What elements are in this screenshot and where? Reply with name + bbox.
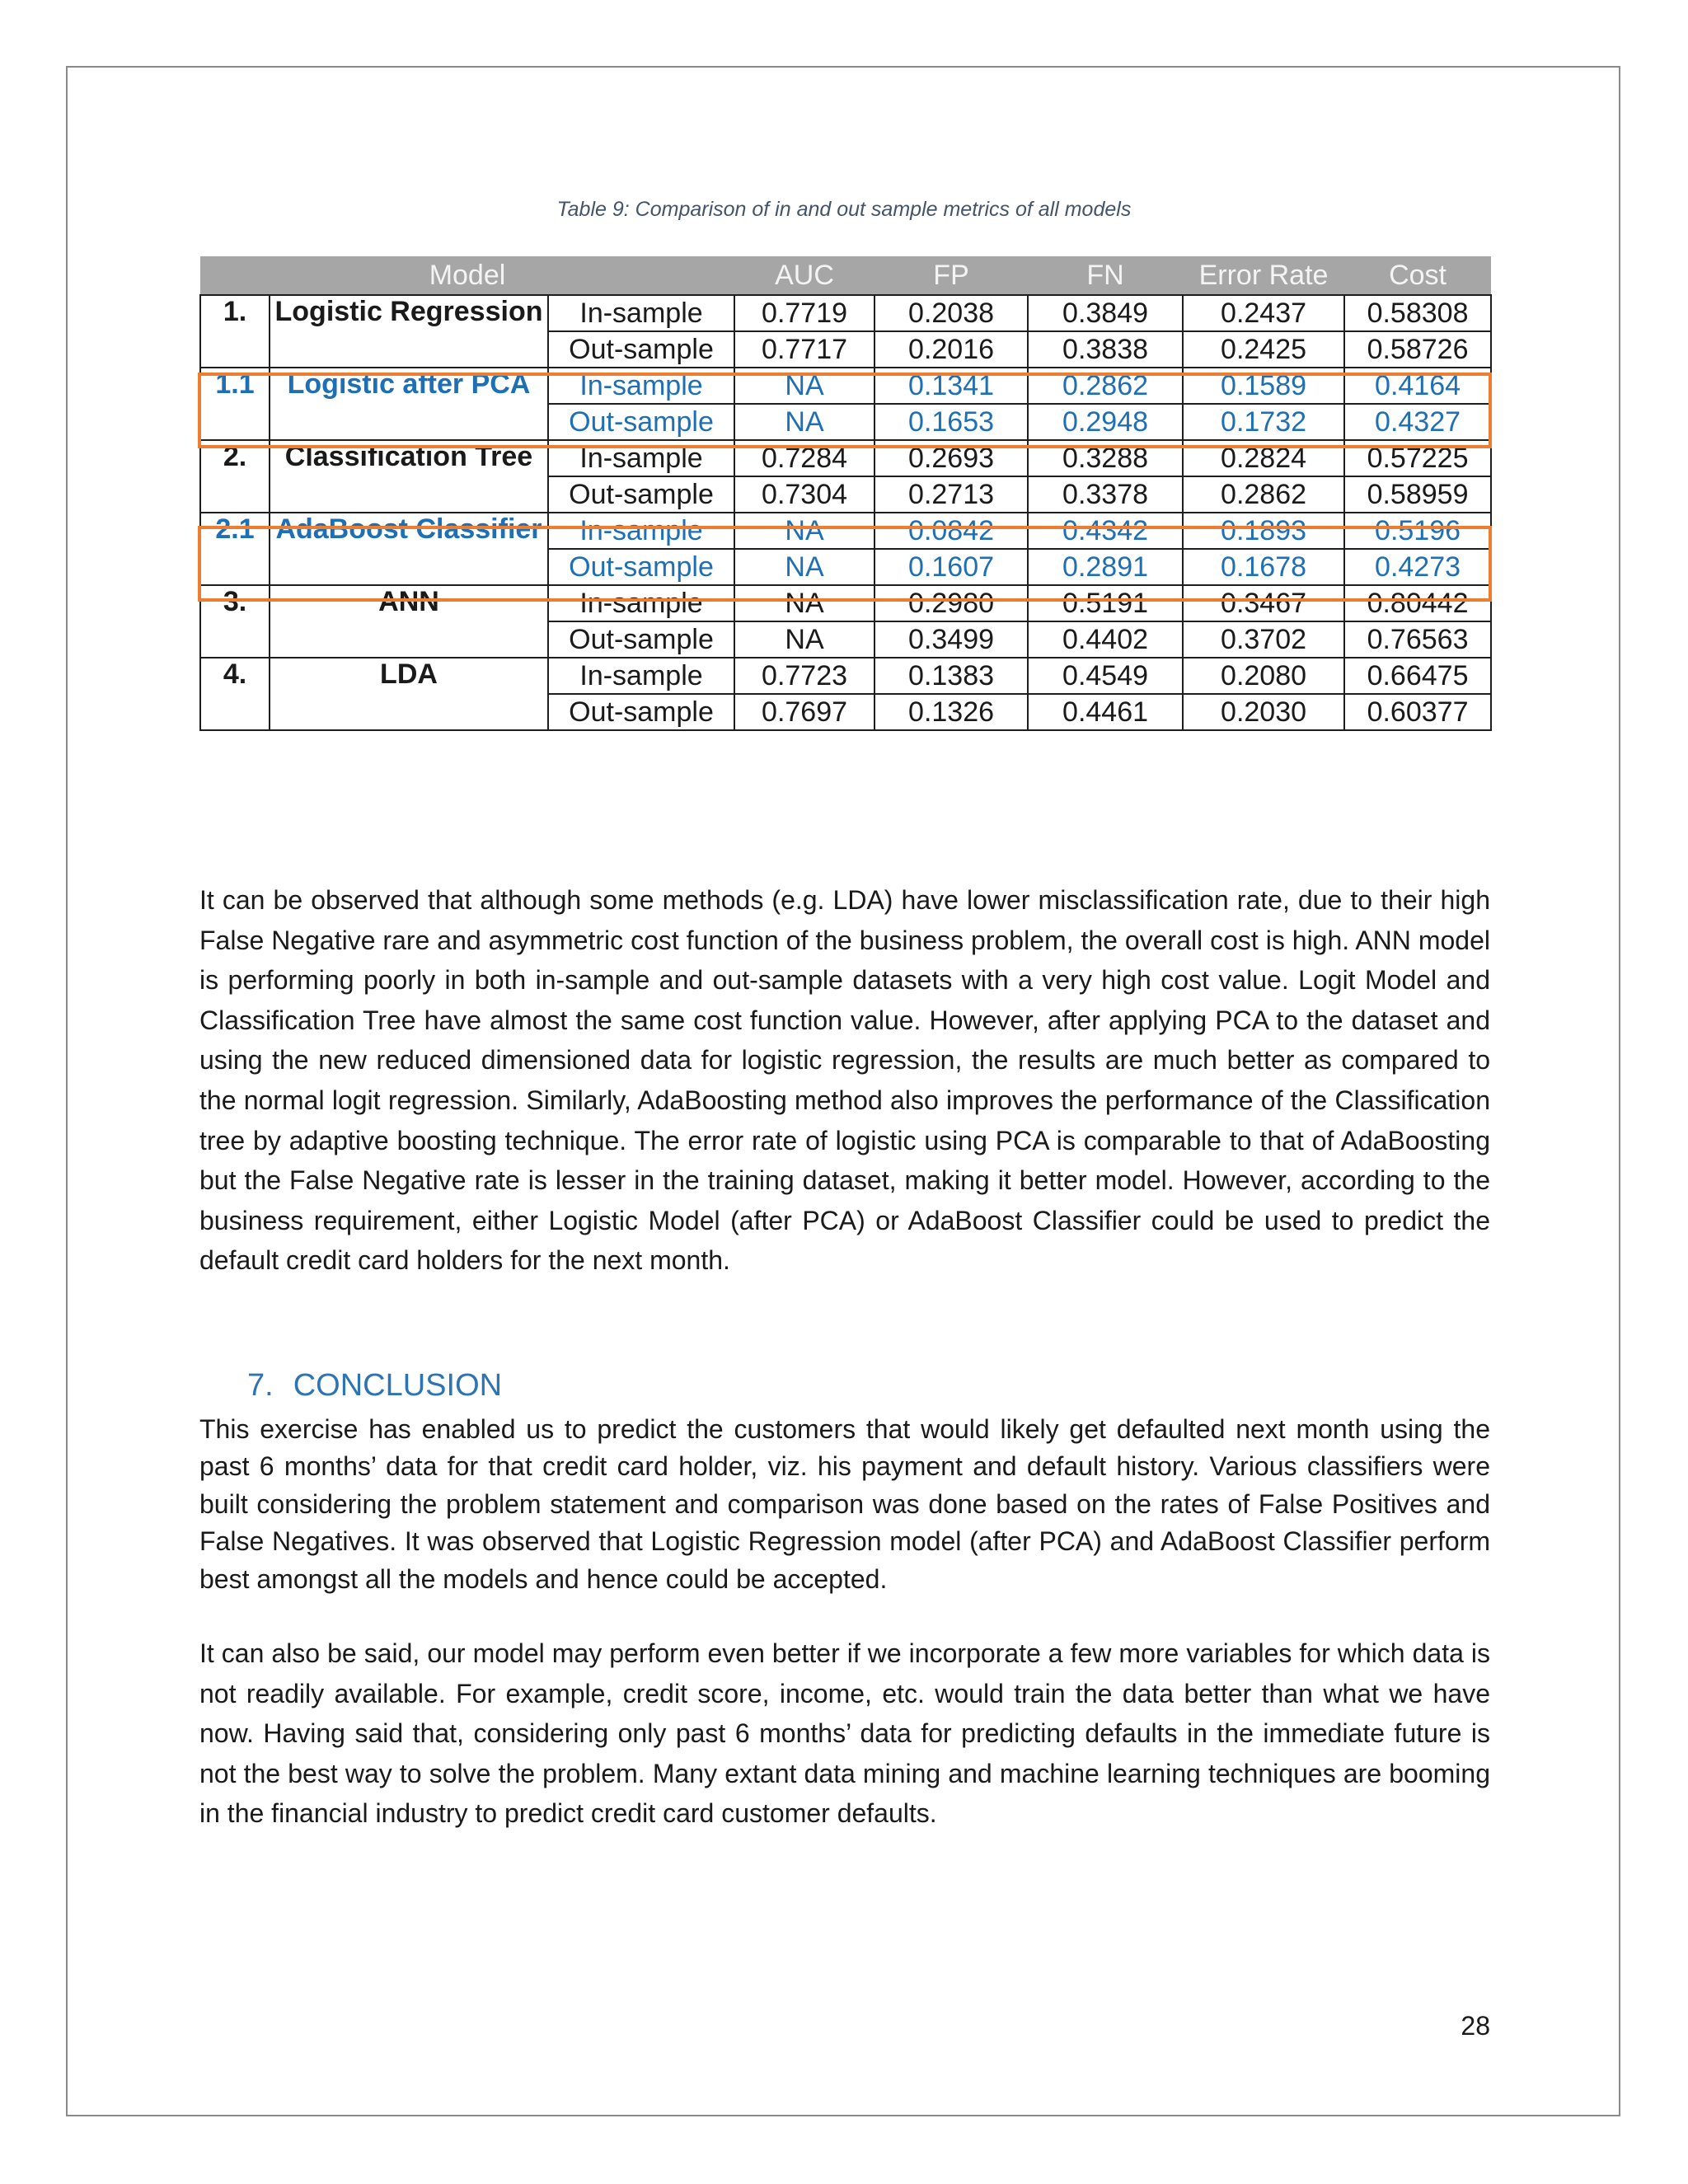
- fp-cell: 0.1607: [874, 549, 1028, 585]
- cost-cell: 0.58959: [1344, 476, 1491, 513]
- error-rate-cell: 0.2080: [1183, 658, 1344, 694]
- error-rate-cell: 0.2824: [1183, 440, 1344, 476]
- auc-cell: 0.7697: [734, 694, 874, 730]
- auc-cell: NA: [734, 368, 874, 404]
- fn-cell: 0.4461: [1028, 694, 1183, 730]
- sample-cell: In-sample: [548, 513, 734, 549]
- fn-cell: 0.4402: [1028, 621, 1183, 658]
- conclusion-paragraph-1: This exercise has enabled us to predict the customers that would likely get defaulted next month using the past 6 months’ data for that credit card holder, viz. his payment and default history. Various classifiers were built considering the problem statement and comparison was done based on the rates of False Positives and False Negatives. It was observed that Logistic Regression model (after PCA) and AdaBoost Classifier perform best amongst all the models and hence could be accepted.: [199, 1414, 1490, 1594]
- error-rate-cell: 0.3702: [1183, 621, 1344, 658]
- header-fn: FN: [1028, 256, 1183, 295]
- sample-cell: In-sample: [548, 585, 734, 621]
- error-rate-cell: 0.2862: [1183, 476, 1344, 513]
- fn-cell: 0.5191: [1028, 585, 1183, 621]
- sample-cell: In-sample: [548, 368, 734, 404]
- comparison-table: [199, 256, 1492, 731]
- model-number-cell: 2.1: [200, 513, 270, 585]
- auc-cell: 0.7717: [734, 331, 874, 368]
- header-auc: AUC: [734, 256, 874, 295]
- auc-cell: NA: [734, 513, 874, 549]
- header-fp: FP: [874, 256, 1028, 295]
- cost-cell: 0.76563: [1344, 621, 1491, 658]
- sample-cell: In-sample: [548, 295, 734, 331]
- model-name-cell: Logistic after PCA: [270, 368, 548, 440]
- auc-cell: NA: [734, 404, 874, 440]
- fn-cell: 0.3288: [1028, 440, 1183, 476]
- fn-cell: 0.3838: [1028, 331, 1183, 368]
- table-caption: Table 9: Comparison of in and out sample metrics of all models: [556, 198, 1132, 221]
- discussion-paragraph: It can be observed that although some methods (e.g. LDA) have lower misclassification rate, due to their high False Negative rare and asymmetric cost function of the business problem, the overall cost is high. ANN model is performing poorly in both in-sample and out-sample datasets with a very high cost value. Logit Model and Classification Tree have almost the same cost function value. However, after applying PCA to the dataset and using the new reduced dimensioned data for logistic regression, the results are much better as compared to the normal logit regression. Similarly, AdaBoosting method also improves the performance of the Classification tree by adaptive boosting technique. The error rate of logistic using PCA is comparable to that of AdaBoosting but the False Negative rate is lesser in the training dataset, making it better model. However, according to the business requirement, either Logistic Model (after PCA) or AdaBoost Classifier could be used to predict the default credit card holders for the next month.: [199, 885, 1490, 1276]
- error-rate-cell: 0.2425: [1183, 331, 1344, 368]
- fn-cell: 0.4342: [1028, 513, 1183, 549]
- header-error-rate: Error Rate: [1183, 256, 1344, 295]
- fn-cell: 0.2948: [1028, 404, 1183, 440]
- fn-cell: 0.3849: [1028, 295, 1183, 331]
- fp-cell: 0.1383: [874, 658, 1028, 694]
- auc-cell: NA: [734, 585, 874, 621]
- fp-cell: 0.0842: [874, 513, 1028, 549]
- cost-cell: 0.58308: [1344, 295, 1491, 331]
- model-number-cell: 2.: [200, 440, 270, 513]
- fp-cell: 0.2016: [874, 331, 1028, 368]
- conclusion-paragraph-2: It can also be said, our model may perform even better if we incorporate a few more variables for which data is not readily available. For example, credit score, income, etc. would train the data better than what we have now. Having said that, considering only past 6 months’ data for predicting defaults in the immediate future is not the best way to solve the problem. Many extant data mining and machine learning techniques are booming in the financial industry to predict credit card customer defaults.: [199, 1638, 1490, 1829]
- model-name-cell: LDA: [270, 658, 548, 730]
- fp-cell: 0.1341: [874, 368, 1028, 404]
- cost-cell: 0.80442: [1344, 585, 1491, 621]
- model-number-cell: 1.1: [200, 368, 270, 440]
- section-heading: [247, 1368, 502, 1404]
- error-rate-cell: 0.1589: [1183, 368, 1344, 404]
- table-row: [200, 658, 1491, 694]
- fp-cell: 0.1326: [874, 694, 1028, 730]
- error-rate-cell: 0.1732: [1183, 404, 1344, 440]
- section-title: CONCLUSION: [293, 1368, 503, 1403]
- table-row: [200, 295, 1491, 331]
- auc-cell: 0.7723: [734, 658, 874, 694]
- fn-cell: 0.3378: [1028, 476, 1183, 513]
- model-name-cell: AdaBoost Classifier: [270, 513, 548, 585]
- sample-cell: In-sample: [548, 658, 734, 694]
- sample-cell: Out-sample: [548, 404, 734, 440]
- error-rate-cell: 0.3467: [1183, 585, 1344, 621]
- fp-cell: 0.2713: [874, 476, 1028, 513]
- highlight-box-adaboost: [198, 526, 1492, 602]
- sample-cell: Out-sample: [548, 621, 734, 658]
- section-number: 7.: [247, 1368, 274, 1403]
- table-header-row: [200, 256, 1491, 295]
- auc-cell: 0.7284: [734, 440, 874, 476]
- cost-cell: 0.4164: [1344, 368, 1491, 404]
- error-rate-cell: 0.1678: [1183, 549, 1344, 585]
- error-rate-cell: 0.2030: [1183, 694, 1344, 730]
- page-number: 28: [1461, 2011, 1490, 2041]
- sample-cell: Out-sample: [548, 694, 734, 730]
- fp-cell: 0.1653: [874, 404, 1028, 440]
- cost-cell: 0.58726: [1344, 331, 1491, 368]
- cost-cell: 0.5196: [1344, 513, 1491, 549]
- fn-cell: 0.2862: [1028, 368, 1183, 404]
- auc-cell: 0.7304: [734, 476, 874, 513]
- error-rate-cell: 0.1893: [1183, 513, 1344, 549]
- cost-cell: 0.57225: [1344, 440, 1491, 476]
- model-number-cell: 3.: [200, 585, 270, 658]
- cost-cell: 0.4327: [1344, 404, 1491, 440]
- model-name-cell: Classification Tree: [270, 440, 548, 513]
- sample-cell: Out-sample: [548, 549, 734, 585]
- model-name-cell: Logistic Regression: [270, 295, 548, 368]
- sample-cell: Out-sample: [548, 331, 734, 368]
- cost-cell: 0.60377: [1344, 694, 1491, 730]
- model-number-cell: 1.: [200, 295, 270, 368]
- sample-cell: In-sample: [548, 440, 734, 476]
- header-cost: Cost: [1344, 256, 1491, 295]
- auc-cell: NA: [734, 621, 874, 658]
- model-name-cell: ANN: [270, 585, 548, 658]
- auc-cell: 0.7719: [734, 295, 874, 331]
- fp-cell: 0.3499: [874, 621, 1028, 658]
- fp-cell: 0.2038: [874, 295, 1028, 331]
- fp-cell: 0.2693: [874, 440, 1028, 476]
- fp-cell: 0.2980: [874, 585, 1028, 621]
- fn-cell: 0.2891: [1028, 549, 1183, 585]
- sample-cell: Out-sample: [548, 476, 734, 513]
- fn-cell: 0.4549: [1028, 658, 1183, 694]
- error-rate-cell: 0.2437: [1183, 295, 1344, 331]
- auc-cell: NA: [734, 549, 874, 585]
- cost-cell: 0.4273: [1344, 549, 1491, 585]
- highlight-box-logistic-pca: [198, 373, 1492, 448]
- header-model: Model: [200, 256, 734, 295]
- model-number-cell: 4.: [200, 658, 270, 730]
- cost-cell: 0.66475: [1344, 658, 1491, 694]
